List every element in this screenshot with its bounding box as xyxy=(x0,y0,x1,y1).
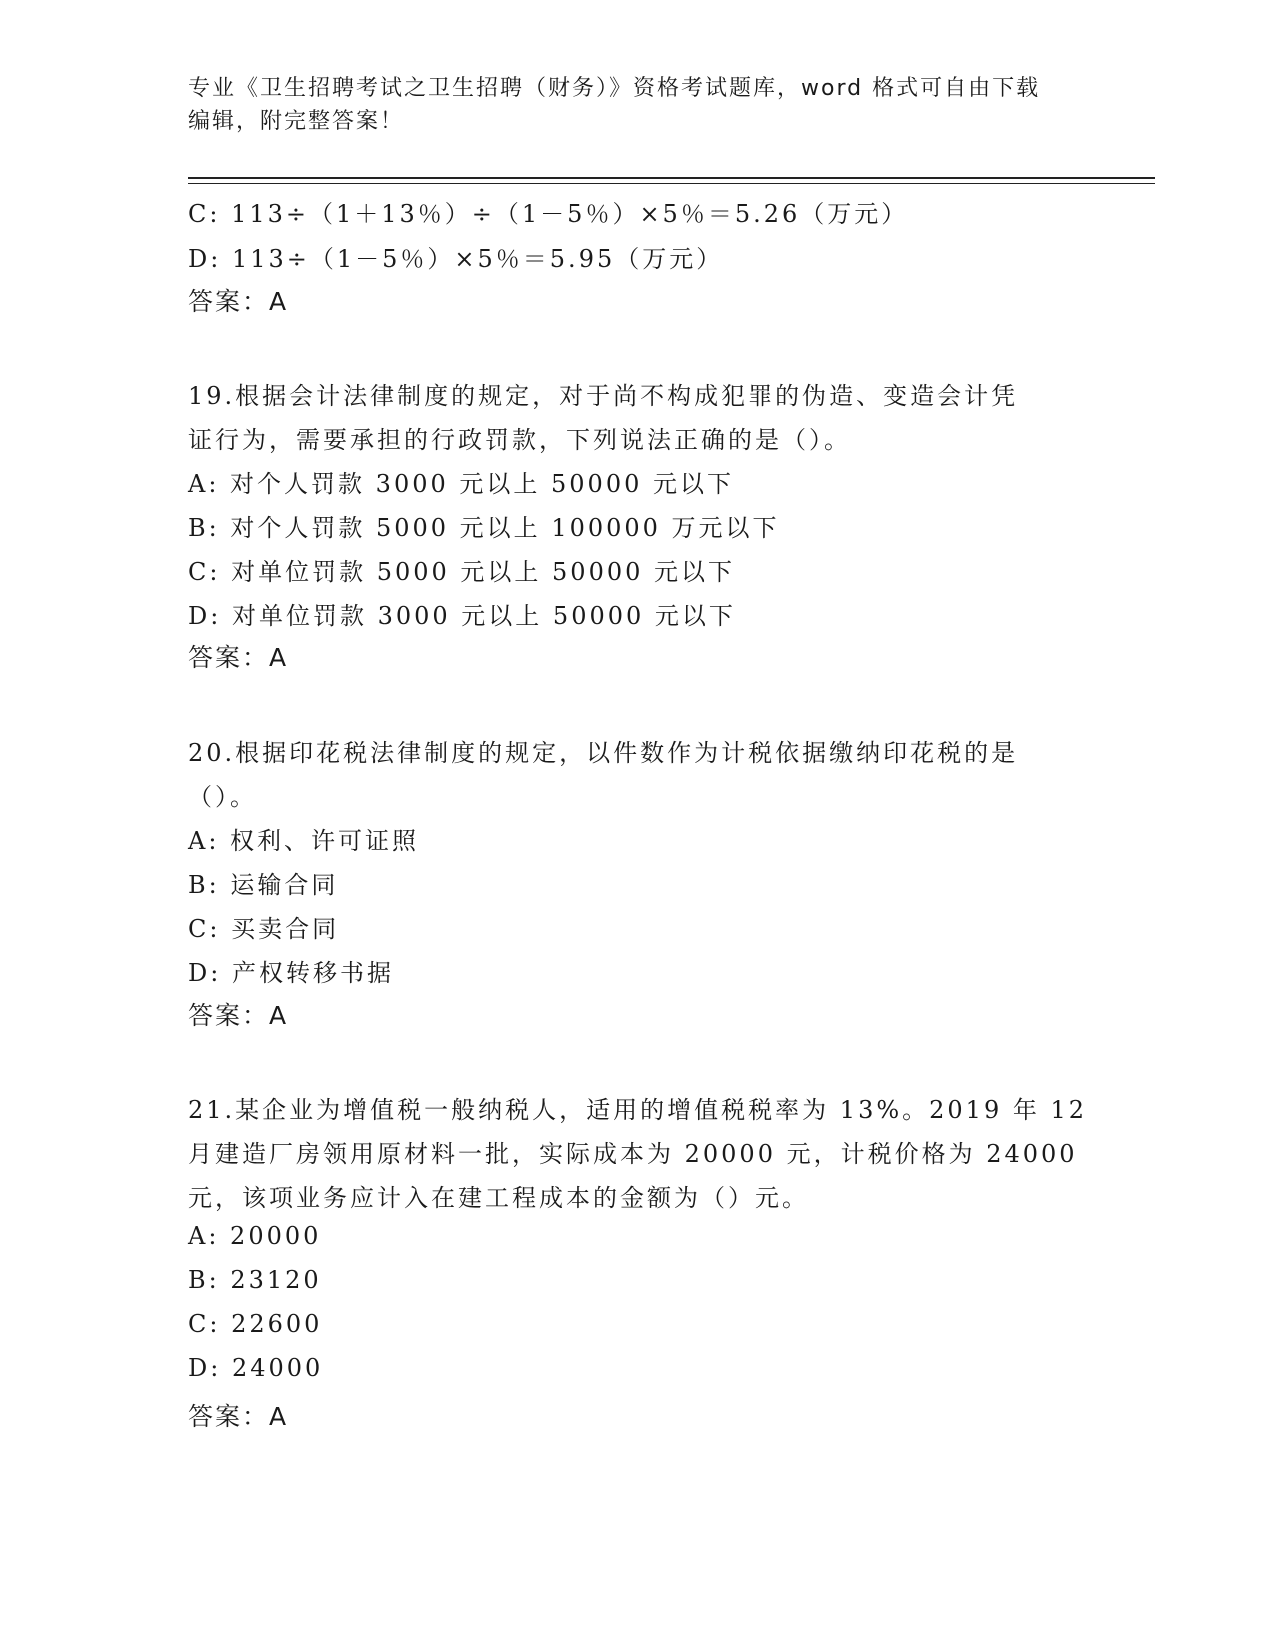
prev-option-d: D: 113÷（1－5％）×5％＝5.95（万元） xyxy=(188,245,724,273)
q21-option-b: B: 23120 xyxy=(188,1266,322,1294)
q20-answer: 答案：A xyxy=(188,1001,289,1030)
q21-stem-line-2: 月建造厂房领用原材料一批，实际成本为 20000 元，计税价格为 24000 xyxy=(188,1140,1078,1168)
q20-option-b: B: 运输合同 xyxy=(188,871,339,899)
q20-option-d: D: 产权转移书据 xyxy=(188,959,394,987)
q21-stem-line-3: 元，该项业务应计入在建工程成本的金额为（）元。 xyxy=(188,1184,809,1212)
header-rule-thin xyxy=(188,183,1155,184)
q19-answer: 答案：A xyxy=(188,643,289,672)
q19-option-a: A: 对个人罚款 3000 元以上 50000 元以下 xyxy=(188,470,734,498)
q19-stem-line-1: 19.根据会计法律制度的规定，对于尚不构成犯罪的伪造、变造会计凭 xyxy=(188,382,1019,410)
q20-stem-line-2: （）。 xyxy=(188,783,257,811)
prev-answer: 答案：A xyxy=(188,287,289,316)
q19-option-d: D: 对单位罚款 3000 元以上 50000 元以下 xyxy=(188,602,736,630)
q19-option-b: B: 对个人罚款 5000 元以上 100000 万元以下 xyxy=(188,514,780,542)
header-line-2: 编辑，附完整答案！ xyxy=(188,109,405,134)
q20-option-a: A: 权利、许可证照 xyxy=(188,827,420,855)
q20-stem-line-1: 20.根据印花税法律制度的规定，以件数作为计税依据缴纳印花税的是 xyxy=(188,739,1019,767)
q21-option-a: A: 20000 xyxy=(188,1222,322,1250)
q21-stem-line-1: 21.某企业为增值税一般纳税人，适用的增值税税率为 13%。2019 年 12 xyxy=(188,1096,1088,1124)
prev-option-c: C: 113÷（1＋13％）÷（1－5％）×5％＝5.26（万元） xyxy=(188,200,909,228)
header-line-1: 专业《卫生招聘考试之卫生招聘（财务）》资格考试题库，word 格式可自由下载 xyxy=(188,76,1041,101)
q19-stem-line-2: 证行为，需要承担的行政罚款，下列说法正确的是（）。 xyxy=(188,426,851,454)
q19-option-c: C: 对单位罚款 5000 元以上 50000 元以下 xyxy=(188,558,736,586)
q20-option-c: C: 买卖合同 xyxy=(188,915,340,943)
q21-option-c: C: 22600 xyxy=(188,1310,323,1338)
header-rule-thick xyxy=(188,177,1155,179)
document-header xyxy=(188,72,1068,138)
q21-answer: 答案：A xyxy=(188,1402,289,1431)
q21-option-d: D: 24000 xyxy=(188,1354,324,1382)
